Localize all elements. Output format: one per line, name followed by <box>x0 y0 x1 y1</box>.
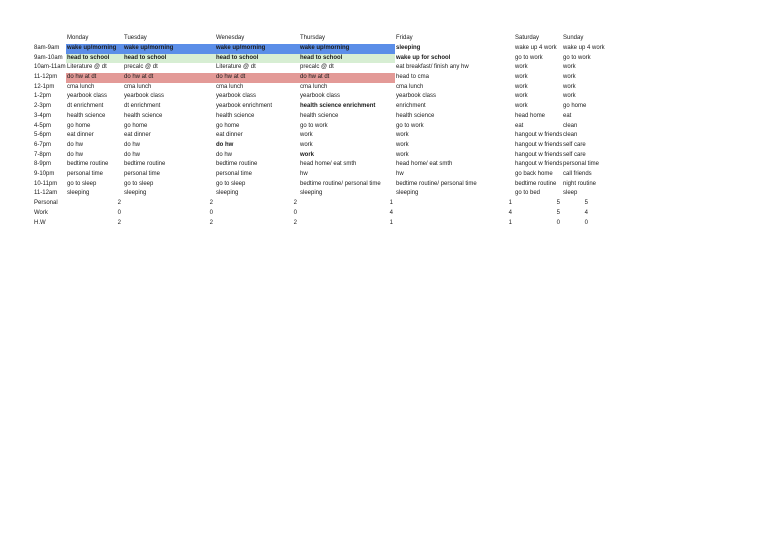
time-label[interactable]: 5-6pm <box>34 132 52 139</box>
schedule-row <box>0 151 768 161</box>
schedule-cell[interactable]: yearbook class <box>124 93 165 100</box>
schedule-cell[interactable]: hw <box>396 171 404 177</box>
summary-value[interactable]: 1 <box>508 219 512 226</box>
schedule-cell[interactable]: sleeping <box>300 190 323 197</box>
schedule-cell[interactable]: wake up/morning <box>215 44 299 54</box>
schedule-cell[interactable]: work <box>515 103 528 110</box>
schedule-cell[interactable]: bedtime routine <box>124 161 166 168</box>
schedule-cell[interactable]: wake up 4 work <box>563 44 605 51</box>
schedule-cell[interactable]: do hw at dt <box>123 73 215 83</box>
schedule-cell[interactable]: sleeping <box>67 190 90 197</box>
schedule-cell[interactable]: cma lunch <box>396 83 424 90</box>
time-label[interactable]: 11-12am <box>34 190 58 197</box>
schedule-cell[interactable]: eat <box>515 122 524 129</box>
schedule-cell[interactable]: clean <box>563 122 578 129</box>
schedule-cell[interactable]: head to school <box>299 54 395 64</box>
summary-row-hw <box>0 219 768 229</box>
time-label[interactable]: 11-12pm <box>34 74 58 80</box>
schedule-row <box>0 189 768 199</box>
time-label[interactable]: 2-3pm <box>34 103 52 110</box>
schedule-cell[interactable]: night routine <box>563 180 597 187</box>
schedule-cell[interactable]: personal time <box>124 171 161 177</box>
schedule-cell[interactable]: precalc @ dt <box>300 64 334 71</box>
schedule-cell[interactable]: cma lunch <box>124 83 152 90</box>
schedule-cell[interactable]: go to sleep <box>216 180 246 187</box>
schedule-cell[interactable]: wake up 4 work <box>515 44 557 51</box>
time-label[interactable]: 8-9pm <box>34 161 52 168</box>
schedule-cell[interactable]: self care <box>563 141 586 148</box>
schedule-cell[interactable]: head home/ eat smth <box>300 161 357 168</box>
schedule-cell[interactable]: sleep <box>563 190 578 197</box>
summary-row-work <box>0 209 768 219</box>
schedule-cell[interactable]: cma lunch <box>300 83 328 90</box>
schedule-cell[interactable]: head home/ eat smth <box>396 161 453 168</box>
schedule-cell[interactable]: go to sleep <box>124 180 154 187</box>
schedule-cell[interactable]: hangout w friends <box>515 161 562 168</box>
summary-value[interactable]: 0 <box>209 209 213 216</box>
summary-value[interactable]: 4 <box>584 209 588 216</box>
schedule-cell[interactable]: do hw <box>124 151 141 158</box>
time-label[interactable]: 12-1pm <box>34 83 55 90</box>
schedule-cell[interactable]: yearbook class <box>300 93 341 100</box>
schedule-cell[interactable]: go home <box>216 122 240 129</box>
schedule-row <box>0 180 768 190</box>
schedule-cell[interactable]: go to work <box>563 54 591 61</box>
summary-value[interactable]: 1 <box>508 200 512 207</box>
schedule-cell[interactable]: go to work <box>515 54 543 61</box>
schedule-cell[interactable]: yearbook class <box>67 93 108 100</box>
schedule-row <box>0 112 768 122</box>
schedule-cell[interactable]: wake up/morning <box>123 44 215 54</box>
schedule-cell[interactable]: work <box>300 151 315 158</box>
schedule-cell[interactable]: cma lunch <box>216 83 244 90</box>
schedule-cell[interactable]: sleeping <box>124 190 147 197</box>
header-row <box>0 34 768 44</box>
schedule-cell[interactable]: sleeping <box>396 44 421 51</box>
schedule-cell[interactable]: enrichment <box>396 103 426 110</box>
schedule-row <box>0 44 768 54</box>
summary-value[interactable]: 4 <box>389 209 393 216</box>
summary-value[interactable]: 1 <box>389 200 393 207</box>
schedule-cell[interactable]: clean <box>563 132 578 139</box>
time-label[interactable]: 9am-10am <box>34 54 63 61</box>
schedule-cell[interactable]: health science <box>396 112 435 119</box>
schedule-cell[interactable]: sleeping <box>396 190 419 197</box>
day-header-saturday[interactable]: Saturday <box>515 35 540 42</box>
schedule-cell[interactable]: bedtime routine/ personal time <box>396 180 477 187</box>
schedule-row <box>0 160 768 170</box>
summary-row-personal <box>0 199 768 209</box>
schedule-cell[interactable]: go to bed <box>515 190 541 197</box>
summary-value[interactable]: 0 <box>293 209 297 216</box>
summary-value[interactable]: 2 <box>209 200 213 207</box>
schedule-cell[interactable]: personal time <box>216 171 253 177</box>
summary-value[interactable]: 2 <box>117 200 121 207</box>
day-header-sunday[interactable]: Sunday <box>563 35 584 42</box>
schedule-row <box>0 122 768 132</box>
schedule-cell[interactable]: go home <box>124 122 148 129</box>
schedule-cell[interactable]: work <box>515 64 528 71</box>
schedule-cell[interactable]: dt enrichment <box>67 103 104 110</box>
schedule-cell[interactable]: precalc @ dt <box>124 64 158 71</box>
summary-label[interactable]: Work <box>34 209 48 216</box>
summary-value[interactable]: 0 <box>117 209 121 216</box>
time-label[interactable]: 7-8pm <box>34 151 52 158</box>
schedule-cell[interactable]: work <box>396 151 409 158</box>
schedule-cell[interactable]: do hw <box>124 141 141 148</box>
schedule-cell[interactable]: wake up for school <box>396 54 451 61</box>
schedule-cell[interactable]: work <box>300 132 313 139</box>
schedule-cell[interactable]: health science <box>216 112 255 119</box>
summary-value[interactable]: 4 <box>508 209 512 216</box>
schedule-cell[interactable]: hw <box>300 171 308 177</box>
schedule-cell[interactable]: health science <box>67 112 106 119</box>
schedule-cell[interactable]: Literature @ dt <box>216 64 256 71</box>
day-header-wenesday[interactable]: Wenesday <box>216 35 245 42</box>
schedule-cell[interactable]: do hw <box>67 141 84 148</box>
schedule-cell[interactable]: head to school <box>215 54 299 64</box>
day-header-monday[interactable]: Monday <box>67 35 89 42</box>
day-header-tuesday[interactable]: Tuesday <box>124 35 147 42</box>
schedule-cell[interactable]: do hw <box>216 141 234 148</box>
schedule-cell[interactable]: head to cma <box>396 74 430 80</box>
time-label[interactable]: 8am-9am <box>34 44 60 51</box>
summary-value[interactable]: 5 <box>556 209 560 216</box>
schedule-cell[interactable]: bedtime routine <box>515 180 557 187</box>
schedule-cell[interactable]: bedtime routine <box>67 161 109 168</box>
schedule-cell[interactable]: sleeping <box>216 190 239 197</box>
schedule-cell[interactable]: work <box>563 74 576 80</box>
summary-value[interactable]: 2 <box>293 200 297 207</box>
schedule-cell[interactable]: go back home <box>515 171 553 177</box>
schedule-cell[interactable]: do hw at dt <box>215 73 299 83</box>
schedule-cell[interactable]: yearbook class <box>396 93 437 100</box>
summary-value[interactable]: 2 <box>209 219 213 226</box>
schedule-cell[interactable]: eat <box>563 112 572 119</box>
schedule-cell[interactable]: work <box>300 141 313 148</box>
schedule-row <box>0 131 768 141</box>
summary-value[interactable]: 0 <box>556 219 560 226</box>
schedule-row <box>0 73 768 83</box>
schedule-row <box>0 54 768 64</box>
schedule-cell[interactable]: go to sleep <box>67 180 97 187</box>
schedule-cell[interactable]: work <box>515 83 528 90</box>
schedule-cell[interactable]: work <box>515 74 528 80</box>
schedule-cell[interactable]: hangout w friends <box>515 132 562 139</box>
schedule-cell[interactable]: head home <box>515 112 546 119</box>
day-header-friday[interactable]: Friday <box>396 35 413 42</box>
time-label[interactable]: 6-7pm <box>34 141 52 148</box>
time-label[interactable]: 9-10pm <box>34 171 55 177</box>
schedule-cell[interactable]: wake up/morning <box>66 44 123 54</box>
schedule-cell[interactable]: bedtime routine/ personal time <box>300 180 381 187</box>
schedule-cell[interactable]: bedtime routine <box>216 161 258 168</box>
schedule-cell[interactable]: work <box>563 83 576 90</box>
schedule-cell[interactable]: hangout w friends <box>515 151 562 158</box>
schedule-cell[interactable]: do hw at dt <box>299 73 395 83</box>
schedule-cell[interactable]: go to work <box>300 122 328 129</box>
day-header-thursday[interactable]: Thursday <box>300 35 326 42</box>
schedule-cell[interactable]: wake up/morning <box>299 44 395 54</box>
summary-value[interactable]: 0 <box>584 219 588 226</box>
schedule-row <box>0 92 768 102</box>
schedule-cell[interactable]: self care <box>563 151 586 158</box>
schedule-cell[interactable]: work <box>563 64 576 71</box>
schedule-cell[interactable]: do hw <box>216 151 233 158</box>
schedule-cell[interactable]: yearbook class <box>216 93 257 100</box>
schedule-cell[interactable]: eat dinner <box>124 132 151 139</box>
time-label[interactable]: 1-2pm <box>34 93 52 100</box>
schedule-cell[interactable]: Literature @ dt <box>67 64 107 71</box>
schedule-cell[interactable]: dt enrichment <box>124 103 161 110</box>
time-label[interactable]: 10am-11am <box>34 64 66 71</box>
summary-value[interactable]: 1 <box>389 219 393 226</box>
schedule-cell[interactable]: health science <box>124 112 163 119</box>
schedule-row <box>0 102 768 112</box>
schedule-row <box>0 170 768 180</box>
schedule-row <box>0 141 768 151</box>
schedule-cell[interactable]: eat breakfast/ finish any hw <box>396 64 469 71</box>
schedule-cell[interactable]: do hw at dt <box>66 73 123 83</box>
schedule-cell[interactable]: head to school <box>123 54 215 64</box>
schedule-cell[interactable]: go home <box>563 103 587 110</box>
schedule-cell[interactable]: cma lunch <box>67 83 95 90</box>
summary-value[interactable]: 2 <box>117 219 121 226</box>
schedule-cell[interactable]: eat dinner <box>67 132 94 139</box>
schedule-cell[interactable]: work <box>563 93 576 100</box>
schedule-cell[interactable]: go to work <box>396 122 424 129</box>
schedule-cell[interactable]: work <box>396 132 409 139</box>
schedule-row <box>0 63 768 73</box>
time-label[interactable]: 3-4pm <box>34 112 52 119</box>
summary-label[interactable]: H.W <box>34 219 46 226</box>
summary-value[interactable]: 5 <box>556 200 560 207</box>
schedule-row <box>0 83 768 93</box>
schedule-cell[interactable]: hangout w friends <box>515 141 562 148</box>
schedule-cell[interactable]: personal time <box>563 161 600 168</box>
time-label[interactable]: 4-5pm <box>34 122 52 129</box>
summary-label[interactable]: Personal <box>34 200 58 207</box>
schedule-cell[interactable]: head to school <box>66 54 123 64</box>
schedule-cell[interactable]: go home <box>67 122 91 129</box>
schedule-cell[interactable]: yearbook enrichment <box>216 103 273 110</box>
schedule-cell[interactable]: health science <box>300 112 339 119</box>
schedule-cell[interactable]: eat dinner <box>216 132 243 139</box>
schedule-cell[interactable]: call friends <box>563 171 592 177</box>
schedule-cell[interactable]: health science enrichment <box>300 103 376 110</box>
schedule-cell[interactable]: work <box>515 93 528 100</box>
schedule-cell[interactable]: work <box>396 141 409 148</box>
summary-value[interactable]: 2 <box>293 219 297 226</box>
schedule-cell[interactable]: personal time <box>67 171 104 177</box>
schedule-cell[interactable]: do hw <box>67 151 84 158</box>
time-label[interactable]: 10-11pm <box>34 180 58 187</box>
summary-value[interactable]: 5 <box>584 200 588 207</box>
